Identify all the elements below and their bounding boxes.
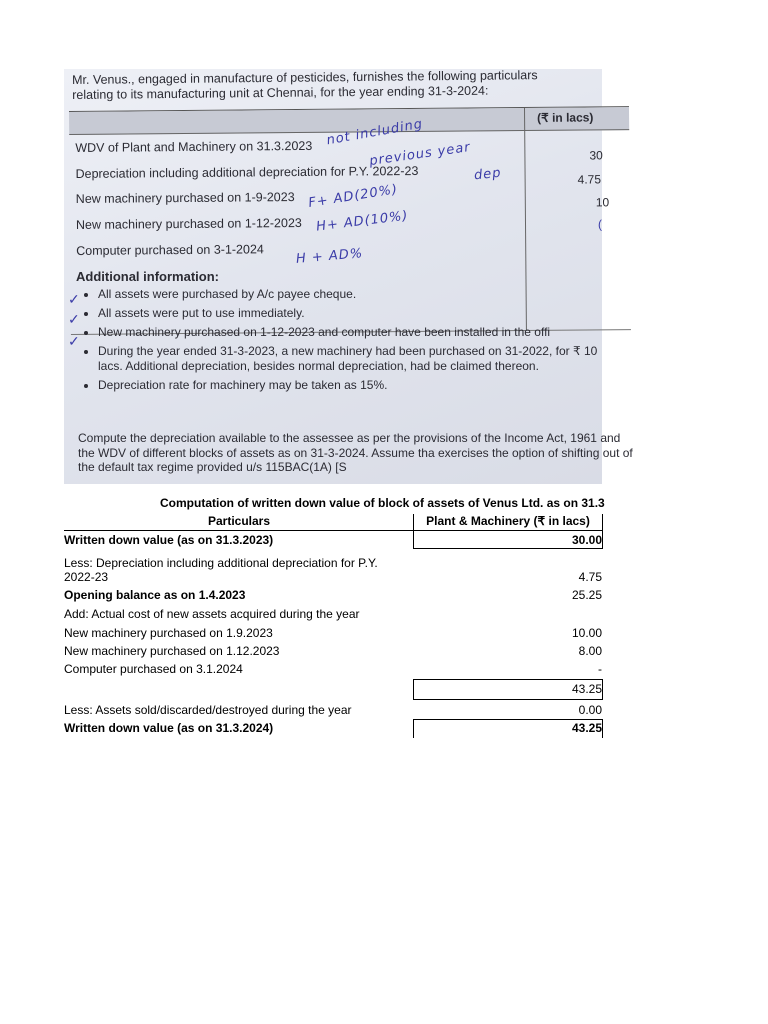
bullet-item: • During the year ended 31-3-2023, a new machinery had been purchased on 31-2022, for ₹ 10 lacs. Additional depreciation, besides normal depreciation, had be claimed thereon. — [98, 344, 618, 374]
tick-mark-icon: ✓ — [68, 311, 80, 327]
handwriting-note-6: H + AD% — [295, 246, 364, 267]
sheet-title: Computation of written down value of block of assets of Venus Ltd. as on 31.3 — [160, 496, 605, 510]
header-column-divider — [413, 514, 414, 530]
tick-mark-icon: ✓ — [68, 333, 80, 349]
question-row-machinery-sep: New machinery purchased on 1-9-2023 — [75, 190, 295, 206]
unit-header: (₹ in lacs) — [537, 110, 594, 125]
tick-mark-icon: ✓ — [68, 291, 80, 307]
question-instruction: Compute the depreciation available to the assessee as per the provisions of the Income Act, 1961 and the WDV of different blocks of assets as on 31-3-2024. Assume tha exercises the option of shifting out of the default tax regime provided u/s 115BAC(1A) [S — [78, 431, 633, 474]
question-row-computer: Computer purchased on 3-1-2024 — [76, 242, 264, 258]
row-closing-wdv-label: Written down value (as on 31.3.2024) — [64, 721, 274, 735]
handwriting-note-2: previous year — [368, 139, 472, 170]
question-value-machinery-dec: ( — [597, 217, 603, 232]
row-opening-balance-value: 25.25 — [571, 588, 602, 602]
row-subtotal-value: 43.25 — [571, 682, 602, 696]
bullet-item: • Depreciation rate for machinery may be taken as 15%. — [98, 378, 618, 393]
right-border-top — [602, 514, 603, 548]
question-value-machinery-sep: 10 — [595, 195, 610, 210]
question-row-depreciation: Depreciation including additional depreciation for P.Y. 2022-23 — [75, 163, 419, 181]
row-machinery-dec-value: 8.00 — [578, 644, 602, 658]
row-machinery-sep-label: New machinery purchased on 1.9.2023 — [64, 626, 273, 640]
handwriting-note-5: H+ AD(10%) — [315, 208, 410, 235]
question-value-wdv: 30 — [589, 148, 603, 163]
row-assets-sold-label: Less: Assets sold/discarded/destroyed during the year — [64, 703, 352, 717]
question-row-wdv: WDV of Plant and Machinery on 31.3.2023 — [75, 138, 313, 155]
handwriting-note-1: not including — [325, 116, 425, 149]
total-right-border — [602, 719, 603, 738]
handwriting-note-3: dep — [473, 165, 503, 184]
question-row-machinery-dec: New machinery purchased on 1-12-2023 — [75, 215, 302, 232]
subtotal-right-border — [602, 679, 603, 699]
row-wdv-value: 30.00 — [571, 533, 602, 547]
bullet-item: • All assets were purchased by A/c payee cheque. — [98, 287, 618, 302]
row-depreciation-label-cont: 2022-23 — [64, 570, 109, 584]
column-header-particulars: Particulars — [207, 514, 271, 528]
subtotal-bottom-border — [413, 699, 603, 700]
row-computer-label: Computer purchased on 3.1.2024 — [64, 662, 243, 676]
question-value-depreciation: 4.75 — [577, 172, 602, 187]
row-closing-wdv-value: 43.25 — [571, 721, 602, 735]
subtotal-top-border — [413, 679, 603, 680]
handwriting-note-4: F+ AD(20%) — [307, 182, 400, 211]
row-opening-balance-label: Opening balance as on 1.4.2023 — [64, 588, 246, 602]
row-machinery-dec-label: New machinery purchased on 1.12.2023 — [64, 644, 280, 658]
row-computer-value: - — [598, 662, 602, 676]
row-depreciation-label: Less: Depreciation including additional depreciation for P.Y. — [64, 556, 378, 570]
additional-info-heading: Additional information: — [76, 269, 219, 284]
intro-line-2: relating to its manufacturing unit at Chennai, for the year ending 31-3-2024: — [72, 83, 489, 102]
total-top-border — [413, 719, 603, 720]
row-wdv-label: Written down value (as on 31.3.2023) — [64, 533, 274, 547]
header-bottom-border — [64, 530, 602, 531]
row-machinery-sep-value: 10.00 — [571, 626, 602, 640]
row-add-label: Add: Actual cost of new assets acquired during the year — [64, 607, 360, 621]
column-header-plant-machinery: Plant & Machinery (₹ in lacs) — [426, 514, 590, 528]
bullet-item: • New machinery purchased on 1-12-2023 and computer have been installed in the offi — [98, 325, 618, 340]
row-depreciation-value: 4.75 — [578, 570, 602, 584]
bullet-item: • All assets were put to use immediately. — [98, 306, 618, 321]
value-cell-bottom-border — [413, 548, 603, 549]
intro-line-1: Mr. Venus., engaged in manufacture of pesticides, furnishes the following particulars — [72, 68, 538, 87]
row-assets-sold-value: 0.00 — [578, 703, 602, 717]
